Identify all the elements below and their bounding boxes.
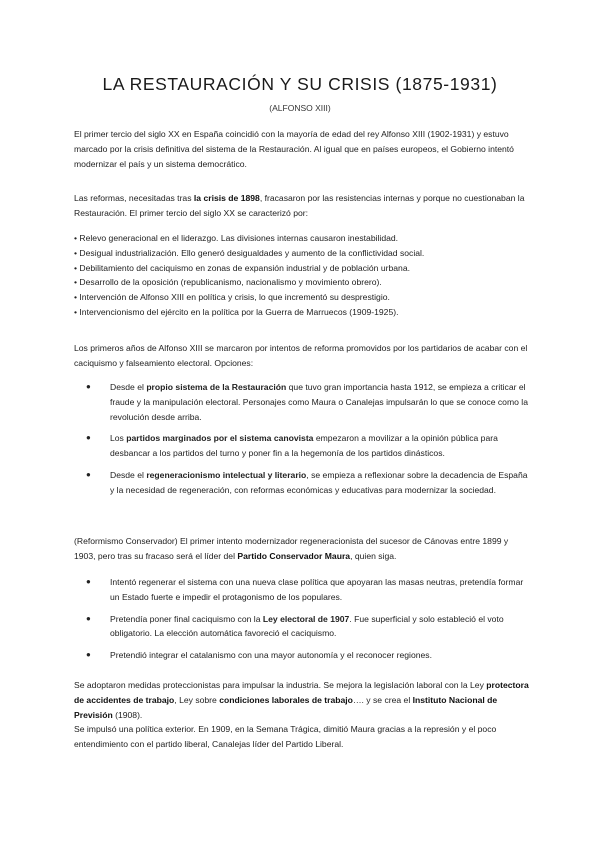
list-item: ● Pretendía poner final caciquismo con la Ley electoral de 1907. Fue superficial y solo estableció el voto obligatorio. La elección automática favoreció el caciquismo. xyxy=(86,613,504,639)
list-item: ● Intentó regenerar el sistema con una nueva clase política que apoyaran las masas neutras, pretendía formar un Estado fuerte e impedir el protagonismo de los populares. xyxy=(86,577,524,602)
list-item: • Desigual industrialización. Ello generó desigualdades y aumento de la conflictividad social. xyxy=(74,246,530,261)
bullet-icon: ● xyxy=(86,577,91,586)
first-years-paragraph: Los primeros años de Alfonso XIII se marcaron por intentos de reforma promovidos por los partidarios de acabar con el caciquismo y falseamiento electoral. Opciones: xyxy=(74,343,528,368)
page-subtitle: (ALFONSO XIII) xyxy=(269,103,331,113)
options-list xyxy=(86,380,530,505)
page-title: LA RESTAURACIÓN Y SU CRISIS (1875-1931) xyxy=(102,74,498,94)
closing-paragraph: Se adoptaron medidas proteccionistas para impulsar la industria. Se mejora la legislación laboral con la Ley protectora de accidentes de trabajo, Ley sobre condiciones laborales de trabajo…. y se crea el Instituto Nacional de Previsión (1908). Se impulsó una política exterior. En 1909, en la Semana Trágica, dimitió Maura gracias a la represión y el poco entendimiento con el partido liberal, Canalejas líder del Partido Liberal. xyxy=(74,680,529,750)
list-item: • Intervención de Alfonso XIII en política y crisis, lo que incrementó su desprestigio. xyxy=(74,290,530,305)
list-item: • Relevo generacional en el liderazgo. Las divisiones internas causaron inestabilidad. xyxy=(74,231,530,246)
bullet-icon: ● xyxy=(86,650,91,660)
list-item: • Desarrollo de la oposición (republicanismo, nacionalismo y movimiento obrero). xyxy=(74,275,530,290)
intro-paragraph: El primer tercio del siglo XX en España coincidió con la mayoría de edad del rey Alfonso XIII (1902-1931) y estuvo marcado por la crisis definitiva del sistema de la Restauración. Al igual que en países europeos, el Gobierno intentó modernizar el país y un sistema democrático. xyxy=(74,129,514,169)
bullet-icon: ● xyxy=(86,382,91,391)
traits-list xyxy=(74,231,530,320)
list-item: ● Los partidos marginados por el sistema canovista empezaron a movilizar a la opinión pública para desbancar a los partidos del turno y poner fin a la hegemonía de los partidos dinásticos. xyxy=(86,433,498,459)
conservative-paragraph: (Reformismo Conservador) El primer intento modernizador regeneracionista del sucesor de Cánovas entre 1899 y 1903, pero tras su fracaso será el líder del Partido Conservador Maura, quien siga. xyxy=(74,536,509,561)
list-item: • Debilitamiento del caciquismo en zonas de expansión industrial y de población urbana. xyxy=(74,261,530,276)
bullet-icon: ● xyxy=(86,433,91,443)
reforms-paragraph: Las reformas, necesitadas tras la crisis de 1898, fracasaron por las resistencias internas y porque no cuestionaban la Restauración. El primer tercio del siglo XX se caracterizó por: xyxy=(74,193,525,218)
bullet-icon: ● xyxy=(86,613,91,623)
list-item: ● Desde el regeneracionismo intelectual y literario, se empieza a reflexionar sobre la decadencia de España y la necesidad de regeneración, con reformas económicas y educativas para modernizar la sociedad. xyxy=(86,469,528,495)
bullet-icon: ● xyxy=(86,469,91,479)
list-item: ● Desde el propio sistema de la Restauración que tuvo gran importancia hasta 1912, se empieza a criticar el fraude y la manipulación electoral. Personajes como Maura o Canalejas impulsarán lo que se conoce como la revolución desde arriba. xyxy=(86,382,528,422)
list-item: ● Pretendió integrar el catalanismo con una mayor autonomía y el reconocer regiones. xyxy=(86,648,530,663)
conservative-points-list xyxy=(86,575,530,670)
list-item: • Intervencionismo del ejército en la política por la Guerra de Marruecos (1909-1925). xyxy=(74,305,530,320)
